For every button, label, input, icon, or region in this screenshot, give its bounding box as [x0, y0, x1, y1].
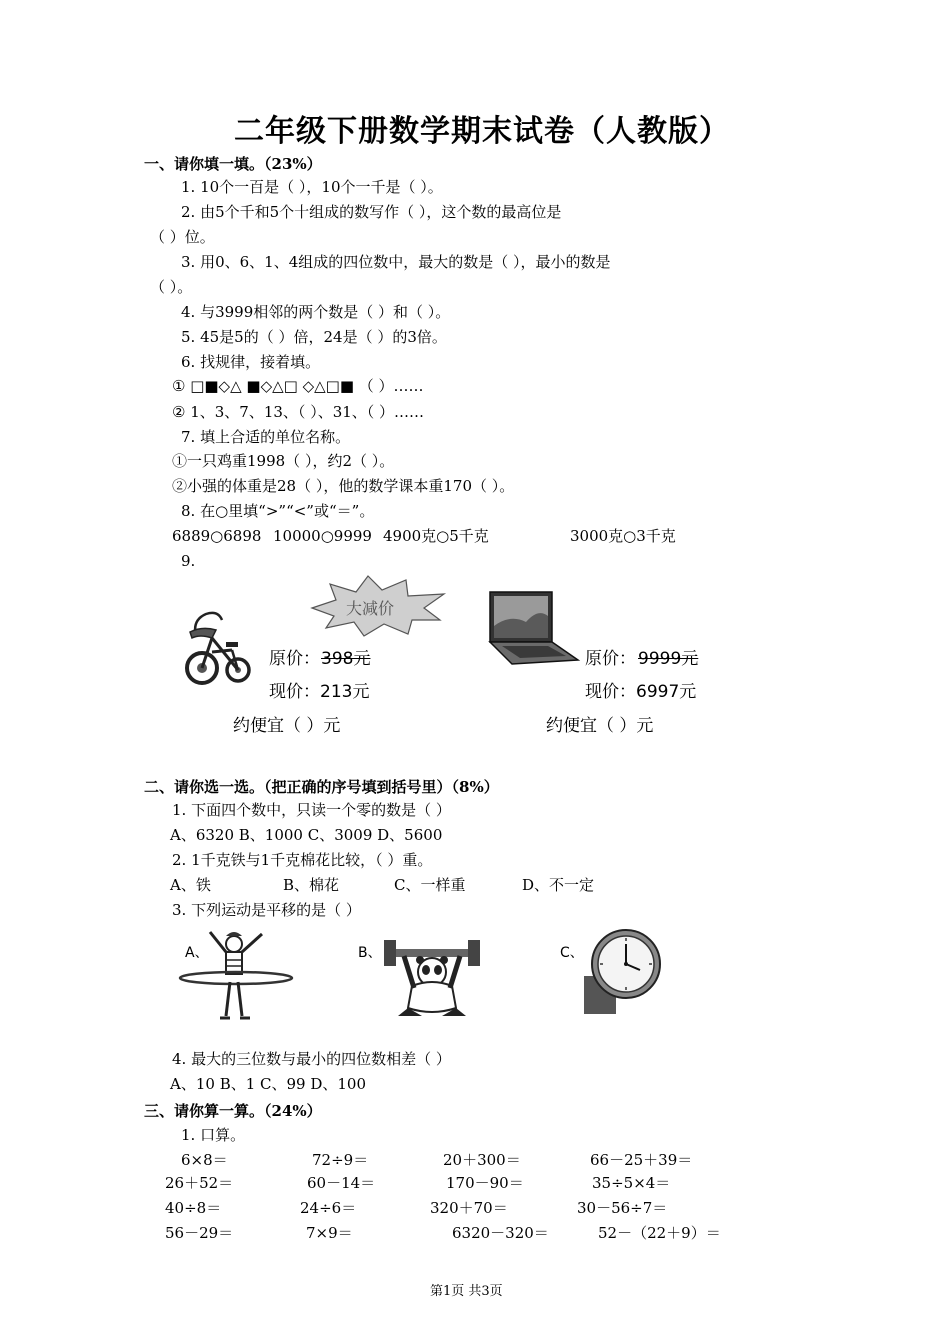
- calc-item: 24÷6＝: [300, 1199, 357, 1217]
- question-3-1: 1. 口算。: [181, 1126, 246, 1144]
- question-2-1-options: A、6320 B、1000 C、3009 D、5600: [170, 826, 443, 844]
- question-1-7: 7. 填上合适的单位名称。: [181, 428, 351, 446]
- calc-item: 20＋300＝: [443, 1151, 521, 1169]
- question-1-6: 6. 找规律，接着填。: [181, 353, 321, 371]
- calc-item: 6×8＝: [181, 1151, 228, 1169]
- question-1-6-pattern-1: ① □■◇△ ■◇△□ ◇△□■ （ ）……: [172, 377, 424, 395]
- question-2-1: 1. 下面四个数中，只读一个零的数是（ ）: [172, 801, 451, 819]
- calc-item: 72÷9＝: [312, 1151, 369, 1169]
- calc-item: 52－（22＋9）＝: [598, 1224, 721, 1242]
- page-title: 二年级下册数学期末试卷（人教版）: [234, 114, 730, 149]
- question-1-8: 8. 在○里填“>”“<”或“＝”。: [181, 502, 375, 520]
- section-1-heading: 一、请你填一填。（23%）: [144, 155, 322, 173]
- option-b-label: B、: [358, 945, 382, 961]
- weightlifting-panda-icon: [378, 934, 486, 1018]
- page-footer: 第1页 共3页: [430, 1284, 503, 1299]
- option: A、铁: [170, 876, 211, 894]
- question-1-7-2: ②小强的体重是28（ ），他的数学课本重170（ ）。: [172, 477, 515, 495]
- question-1-9: 9.: [181, 552, 196, 570]
- compare-item: 4900克○5千克: [383, 527, 489, 545]
- sale-badge-text: 大减价: [346, 599, 395, 618]
- compare-item: 10000○9999: [273, 527, 372, 545]
- bicycle-current-price: 现价：213元: [269, 682, 370, 702]
- laptop-savings: 约便宜（ ）元: [546, 716, 654, 736]
- question-2-4: 4. 最大的三位数与最小的四位数相差（ ）: [172, 1050, 451, 1068]
- question-1-6-pattern-2: ② 1、3、7、13、（ ）、31、（ ）……: [172, 403, 425, 421]
- option-a-label: A、: [185, 945, 209, 961]
- question-1-2: 2. 由5个千和5个十组成的数写作（ ），这个数的最高位是: [181, 203, 562, 221]
- question-1-5: 5. 45是5的（ ）倍，24是（ ）的3倍。: [181, 328, 447, 346]
- hula-hoop-girl-icon: [176, 926, 306, 1024]
- option: D、不一定: [522, 876, 595, 894]
- question-1-1: 1. 10个一百是（ ），10个一千是（ ）。: [181, 178, 443, 196]
- question-2-2: 2. 1千克铁与1千克棉花比较，（ ）重。: [172, 851, 433, 869]
- laptop-original-price: 9999元: [638, 649, 699, 669]
- compare-item: 6889○6898: [172, 527, 262, 545]
- question-2-4-options: A、10 B、1 C、99 D、100: [170, 1075, 367, 1093]
- bicycle-original-price: 398元: [321, 649, 371, 669]
- laptop-icon: [486, 588, 580, 666]
- calc-item: 6320－320＝: [452, 1224, 549, 1242]
- laptop-current-price: 现价：6997元: [585, 682, 697, 702]
- calc-item: 7×9＝: [306, 1224, 353, 1242]
- calc-item: 60－14＝: [307, 1174, 376, 1192]
- calc-item: 170－90＝: [446, 1174, 524, 1192]
- option: B、棉花: [283, 876, 340, 894]
- calc-item: 320＋70＝: [430, 1199, 508, 1217]
- question-1-2-cont: （ ）位。: [150, 228, 215, 246]
- calc-item: 66－25＋39＝: [590, 1151, 693, 1169]
- section-3-heading: 三、请你算一算。（24%）: [144, 1102, 322, 1120]
- question-1-4: 4. 与3999相邻的两个数是（ ）和（ ）。: [181, 303, 451, 321]
- question-1-7-1: ①一只鸡重1998（ ），约2（ ）。: [172, 452, 395, 470]
- alarm-clock-icon: [582, 922, 662, 1016]
- bicycle-icon: [182, 606, 254, 688]
- bicycle-original-price-label: 原价：: [269, 649, 320, 669]
- question-1-3-cont: （ ）。: [150, 278, 193, 296]
- question-2-3: 3. 下列运动是平移的是（ ）: [172, 901, 361, 919]
- calc-item: 26＋52＝: [165, 1174, 234, 1192]
- calc-item: 30－56÷7＝: [577, 1199, 668, 1217]
- option-c-label: C、: [560, 945, 584, 961]
- laptop-original-price-label: 原价：: [585, 649, 636, 669]
- calc-item: 35÷5×4＝: [592, 1174, 671, 1192]
- calc-item: 40÷8＝: [165, 1199, 222, 1217]
- section-2-heading: 二、请你选一选。（把正确的序号填到括号里）（8%）: [144, 778, 499, 796]
- compare-item: 3000克○3千克: [570, 527, 676, 545]
- option: C、一样重: [394, 876, 466, 894]
- calc-item: 56－29＝: [165, 1224, 234, 1242]
- bicycle-savings: 约便宜（ ）元: [233, 716, 341, 736]
- question-1-3: 3. 用0、6、1、4组成的四位数中，最大的数是（ ），最小的数是: [181, 253, 611, 271]
